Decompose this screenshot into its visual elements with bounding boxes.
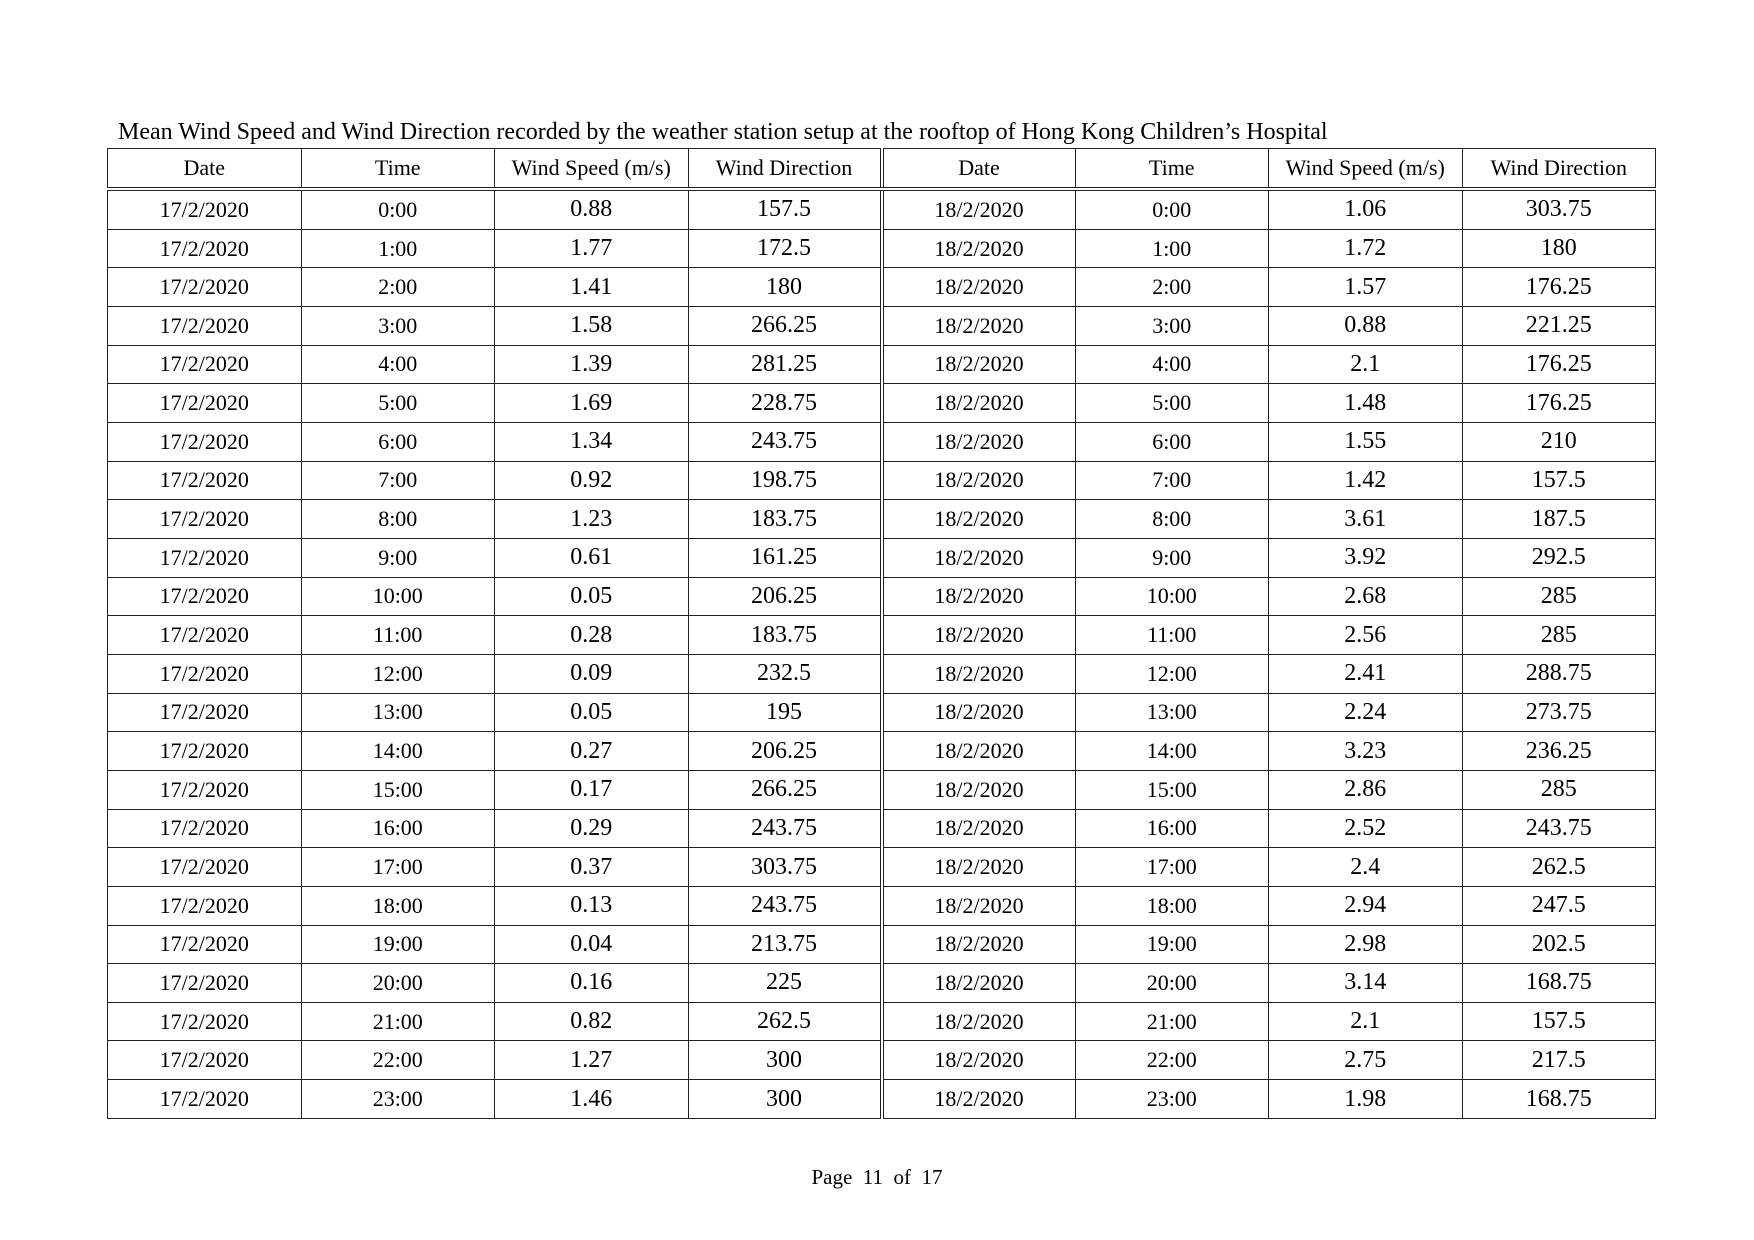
time-cell: 7:00 — [301, 461, 495, 500]
wind-speed-cell: 3.92 — [1269, 538, 1463, 577]
wind-speed-cell: 1.42 — [1269, 461, 1463, 500]
wind-direction-cell: 236.25 — [1462, 732, 1656, 771]
time-cell: 9:00 — [1075, 538, 1269, 577]
wind-direction-cell: 303.75 — [688, 848, 882, 887]
date-cell: 18/2/2020 — [882, 422, 1076, 461]
date-cell: 18/2/2020 — [882, 229, 1076, 268]
wind-direction-cell: 288.75 — [1462, 654, 1656, 693]
wind-speed-cell: 0.09 — [495, 654, 689, 693]
date-cell: 17/2/2020 — [108, 384, 302, 423]
time-cell: 0:00 — [301, 189, 495, 229]
table-row — [108, 461, 1656, 500]
table-row — [108, 268, 1656, 307]
wind-speed-cell: 2.86 — [1269, 770, 1463, 809]
date-cell: 18/2/2020 — [882, 848, 1076, 887]
table-row — [108, 886, 1656, 925]
header-time: Time — [1075, 149, 1269, 190]
wind-direction-cell: 172.5 — [688, 229, 882, 268]
wind-direction-cell: 300 — [688, 1041, 882, 1080]
date-cell: 17/2/2020 — [108, 345, 302, 384]
wind-direction-cell: 195 — [688, 693, 882, 732]
wind-speed-cell: 2.98 — [1269, 925, 1463, 964]
time-cell: 15:00 — [1075, 770, 1269, 809]
wind-direction-cell: 243.75 — [688, 886, 882, 925]
date-cell: 18/2/2020 — [882, 461, 1076, 500]
wind-speed-cell: 0.82 — [495, 1002, 689, 1041]
wind-speed-cell: 3.14 — [1269, 964, 1463, 1003]
table-row — [108, 693, 1656, 732]
wind-direction-cell: 262.5 — [688, 1002, 882, 1041]
wind-speed-cell: 1.72 — [1269, 229, 1463, 268]
date-cell: 17/2/2020 — [108, 307, 302, 346]
table-row — [108, 1080, 1656, 1119]
date-cell: 18/2/2020 — [882, 189, 1076, 229]
table-row — [108, 654, 1656, 693]
wind-speed-cell: 2.56 — [1269, 616, 1463, 655]
date-cell: 18/2/2020 — [882, 964, 1076, 1003]
date-cell: 17/2/2020 — [108, 886, 302, 925]
date-cell: 18/2/2020 — [882, 345, 1076, 384]
header-time: Time — [301, 149, 495, 190]
wind-direction-cell: 303.75 — [1462, 189, 1656, 229]
wind-speed-cell: 2.1 — [1269, 345, 1463, 384]
date-cell: 17/2/2020 — [108, 654, 302, 693]
time-cell: 22:00 — [1075, 1041, 1269, 1080]
wind-direction-cell: 285 — [1462, 577, 1656, 616]
time-cell: 21:00 — [301, 1002, 495, 1041]
table-caption: Mean Wind Speed and Wind Direction recorded by the weather station setup at the rooftop of Hong Kong Children’s Hospital — [118, 119, 1328, 145]
wind-speed-cell: 0.05 — [495, 577, 689, 616]
time-cell: 9:00 — [301, 538, 495, 577]
wind-direction-cell: 281.25 — [688, 345, 882, 384]
table-row — [108, 422, 1656, 461]
date-cell: 17/2/2020 — [108, 229, 302, 268]
time-cell: 1:00 — [1075, 229, 1269, 268]
wind-speed-cell: 1.27 — [495, 1041, 689, 1080]
date-cell: 17/2/2020 — [108, 189, 302, 229]
table-body — [108, 189, 1656, 1119]
wind-direction-cell: 221.25 — [1462, 307, 1656, 346]
wind-speed-cell: 1.23 — [495, 500, 689, 539]
wind-direction-cell: 180 — [1462, 229, 1656, 268]
date-cell: 17/2/2020 — [108, 1002, 302, 1041]
wind-speed-cell: 0.04 — [495, 925, 689, 964]
time-cell: 4:00 — [301, 345, 495, 384]
time-cell: 16:00 — [301, 809, 495, 848]
wind-speed-cell: 3.61 — [1269, 500, 1463, 539]
time-cell: 19:00 — [1075, 925, 1269, 964]
wind-direction-cell: 180 — [688, 268, 882, 307]
wind-direction-cell: 225 — [688, 964, 882, 1003]
table-row — [108, 345, 1656, 384]
wind-direction-cell: 202.5 — [1462, 925, 1656, 964]
date-cell: 18/2/2020 — [882, 809, 1076, 848]
date-cell: 17/2/2020 — [108, 809, 302, 848]
time-cell: 13:00 — [1075, 693, 1269, 732]
date-cell: 18/2/2020 — [882, 307, 1076, 346]
date-cell: 17/2/2020 — [108, 461, 302, 500]
date-cell: 17/2/2020 — [108, 1080, 302, 1119]
time-cell: 3:00 — [1075, 307, 1269, 346]
wind-direction-cell: 217.5 — [1462, 1041, 1656, 1080]
date-cell: 18/2/2020 — [882, 886, 1076, 925]
date-cell: 18/2/2020 — [882, 268, 1076, 307]
time-cell: 20:00 — [1075, 964, 1269, 1003]
date-cell: 18/2/2020 — [882, 616, 1076, 655]
table-row — [108, 732, 1656, 771]
date-cell: 17/2/2020 — [108, 732, 302, 771]
time-cell: 17:00 — [1075, 848, 1269, 887]
time-cell: 14:00 — [301, 732, 495, 771]
wind-direction-cell: 183.75 — [688, 500, 882, 539]
wind-direction-cell: 176.25 — [1462, 384, 1656, 423]
time-cell: 23:00 — [1075, 1080, 1269, 1119]
wind-direction-cell: 168.75 — [1462, 964, 1656, 1003]
header-wind-direction: Wind Direction — [1462, 149, 1656, 190]
wind-speed-cell: 1.46 — [495, 1080, 689, 1119]
wind-direction-cell: 206.25 — [688, 732, 882, 771]
date-cell: 17/2/2020 — [108, 925, 302, 964]
header-date: Date — [882, 149, 1076, 190]
wind-data-table — [107, 148, 1656, 1119]
wind-speed-cell: 2.4 — [1269, 848, 1463, 887]
wind-speed-cell: 1.55 — [1269, 422, 1463, 461]
time-cell: 11:00 — [301, 616, 495, 655]
wind-direction-cell: 213.75 — [688, 925, 882, 964]
time-cell: 12:00 — [301, 654, 495, 693]
time-cell: 1:00 — [301, 229, 495, 268]
table-row — [108, 1002, 1656, 1041]
time-cell: 7:00 — [1075, 461, 1269, 500]
date-cell: 17/2/2020 — [108, 577, 302, 616]
date-cell: 18/2/2020 — [882, 538, 1076, 577]
date-cell: 18/2/2020 — [882, 1002, 1076, 1041]
wind-speed-cell: 0.27 — [495, 732, 689, 771]
date-cell: 18/2/2020 — [882, 1041, 1076, 1080]
wind-speed-cell: 1.77 — [495, 229, 689, 268]
date-cell: 17/2/2020 — [108, 500, 302, 539]
table-row — [108, 770, 1656, 809]
date-cell: 18/2/2020 — [882, 384, 1076, 423]
time-cell: 19:00 — [301, 925, 495, 964]
wind-speed-cell: 0.92 — [495, 461, 689, 500]
date-cell: 17/2/2020 — [108, 422, 302, 461]
wind-speed-cell: 2.24 — [1269, 693, 1463, 732]
wind-speed-cell: 2.1 — [1269, 1002, 1463, 1041]
wind-speed-cell: 0.88 — [495, 189, 689, 229]
time-cell: 8:00 — [1075, 500, 1269, 539]
wind-speed-cell: 2.41 — [1269, 654, 1463, 693]
time-cell: 5:00 — [301, 384, 495, 423]
time-cell: 18:00 — [1075, 886, 1269, 925]
wind-direction-cell: 176.25 — [1462, 345, 1656, 384]
date-cell: 18/2/2020 — [882, 770, 1076, 809]
page-number: Page 11 of 17 — [811, 1165, 943, 1189]
wind-direction-cell: 232.5 — [688, 654, 882, 693]
wind-speed-cell: 2.68 — [1269, 577, 1463, 616]
table-row — [108, 229, 1656, 268]
wind-direction-cell: 161.25 — [688, 538, 882, 577]
time-cell: 13:00 — [301, 693, 495, 732]
wind-speed-cell: 2.94 — [1269, 886, 1463, 925]
time-cell: 14:00 — [1075, 732, 1269, 771]
wind-speed-cell: 0.17 — [495, 770, 689, 809]
date-cell: 18/2/2020 — [882, 500, 1076, 539]
wind-direction-cell: 292.5 — [1462, 538, 1656, 577]
wind-speed-cell: 0.13 — [495, 886, 689, 925]
time-cell: 0:00 — [1075, 189, 1269, 229]
date-cell: 17/2/2020 — [108, 538, 302, 577]
time-cell: 12:00 — [1075, 654, 1269, 693]
wind-direction-cell: 228.75 — [688, 384, 882, 423]
date-cell: 17/2/2020 — [108, 964, 302, 1003]
date-cell: 18/2/2020 — [882, 577, 1076, 616]
date-cell: 17/2/2020 — [108, 268, 302, 307]
time-cell: 2:00 — [301, 268, 495, 307]
wind-direction-cell: 157.5 — [1462, 1002, 1656, 1041]
date-cell: 17/2/2020 — [108, 693, 302, 732]
wind-speed-cell: 2.75 — [1269, 1041, 1463, 1080]
table-row — [108, 500, 1656, 539]
time-cell: 17:00 — [301, 848, 495, 887]
wind-speed-cell: 1.58 — [495, 307, 689, 346]
wind-direction-cell: 243.75 — [688, 422, 882, 461]
wind-speed-cell: 1.34 — [495, 422, 689, 461]
wind-direction-cell: 198.75 — [688, 461, 882, 500]
table-row — [108, 577, 1656, 616]
date-cell: 17/2/2020 — [108, 770, 302, 809]
wind-speed-cell: 0.61 — [495, 538, 689, 577]
wind-direction-cell: 176.25 — [1462, 268, 1656, 307]
wind-speed-cell: 1.48 — [1269, 384, 1463, 423]
date-cell: 18/2/2020 — [882, 1080, 1076, 1119]
table-row — [108, 307, 1656, 346]
wind-direction-cell: 273.75 — [1462, 693, 1656, 732]
table-row — [108, 616, 1656, 655]
wind-direction-cell: 210 — [1462, 422, 1656, 461]
time-cell: 16:00 — [1075, 809, 1269, 848]
header-wind-speed: Wind Speed (m/s) — [495, 149, 689, 190]
table-row — [108, 189, 1656, 229]
table-row — [108, 1041, 1656, 1080]
wind-direction-cell: 168.75 — [1462, 1080, 1656, 1119]
time-cell: 21:00 — [1075, 1002, 1269, 1041]
wind-speed-cell: 1.06 — [1269, 189, 1463, 229]
wind-direction-cell: 300 — [688, 1080, 882, 1119]
wind-direction-cell: 285 — [1462, 616, 1656, 655]
wind-direction-cell: 183.75 — [688, 616, 882, 655]
wind-speed-cell: 0.88 — [1269, 307, 1463, 346]
time-cell: 15:00 — [301, 770, 495, 809]
time-cell: 2:00 — [1075, 268, 1269, 307]
table-header-row — [108, 149, 1656, 190]
header-wind-speed: Wind Speed (m/s) — [1269, 149, 1463, 190]
wind-speed-cell: 1.39 — [495, 345, 689, 384]
wind-speed-cell: 1.41 — [495, 268, 689, 307]
wind-speed-cell: 2.52 — [1269, 809, 1463, 848]
wind-speed-cell: 1.57 — [1269, 268, 1463, 307]
table-row — [108, 848, 1656, 887]
wind-speed-cell: 1.98 — [1269, 1080, 1463, 1119]
time-cell: 22:00 — [301, 1041, 495, 1080]
time-cell: 11:00 — [1075, 616, 1269, 655]
wind-direction-cell: 262.5 — [1462, 848, 1656, 887]
wind-direction-cell: 187.5 — [1462, 500, 1656, 539]
wind-direction-cell: 266.25 — [688, 307, 882, 346]
table-row — [108, 384, 1656, 423]
wind-speed-cell: 1.69 — [495, 384, 689, 423]
wind-direction-cell: 157.5 — [1462, 461, 1656, 500]
time-cell: 10:00 — [1075, 577, 1269, 616]
table-row — [108, 538, 1656, 577]
time-cell: 6:00 — [301, 422, 495, 461]
table-row — [108, 925, 1656, 964]
wind-speed-cell: 0.37 — [495, 848, 689, 887]
wind-direction-cell: 266.25 — [688, 770, 882, 809]
time-cell: 10:00 — [301, 577, 495, 616]
wind-direction-cell: 243.75 — [688, 809, 882, 848]
date-cell: 18/2/2020 — [882, 654, 1076, 693]
date-cell: 18/2/2020 — [882, 925, 1076, 964]
header-date: Date — [108, 149, 302, 190]
date-cell: 18/2/2020 — [882, 732, 1076, 771]
time-cell: 4:00 — [1075, 345, 1269, 384]
wind-speed-cell: 0.28 — [495, 616, 689, 655]
date-cell: 17/2/2020 — [108, 616, 302, 655]
time-cell: 5:00 — [1075, 384, 1269, 423]
wind-direction-cell: 157.5 — [688, 189, 882, 229]
wind-speed-cell: 0.16 — [495, 964, 689, 1003]
wind-speed-cell: 0.05 — [495, 693, 689, 732]
table-row — [108, 809, 1656, 848]
time-cell: 18:00 — [301, 886, 495, 925]
time-cell: 8:00 — [301, 500, 495, 539]
date-cell: 18/2/2020 — [882, 693, 1076, 732]
header-wind-direction: Wind Direction — [688, 149, 882, 190]
wind-direction-cell: 285 — [1462, 770, 1656, 809]
date-cell: 17/2/2020 — [108, 848, 302, 887]
wind-direction-cell: 243.75 — [1462, 809, 1656, 848]
time-cell: 20:00 — [301, 964, 495, 1003]
time-cell: 6:00 — [1075, 422, 1269, 461]
time-cell: 3:00 — [301, 307, 495, 346]
date-cell: 17/2/2020 — [108, 1041, 302, 1080]
time-cell: 23:00 — [301, 1080, 495, 1119]
wind-speed-cell: 0.29 — [495, 809, 689, 848]
wind-direction-cell: 247.5 — [1462, 886, 1656, 925]
wind-speed-cell: 3.23 — [1269, 732, 1463, 771]
table-row — [108, 964, 1656, 1003]
wind-direction-cell: 206.25 — [688, 577, 882, 616]
